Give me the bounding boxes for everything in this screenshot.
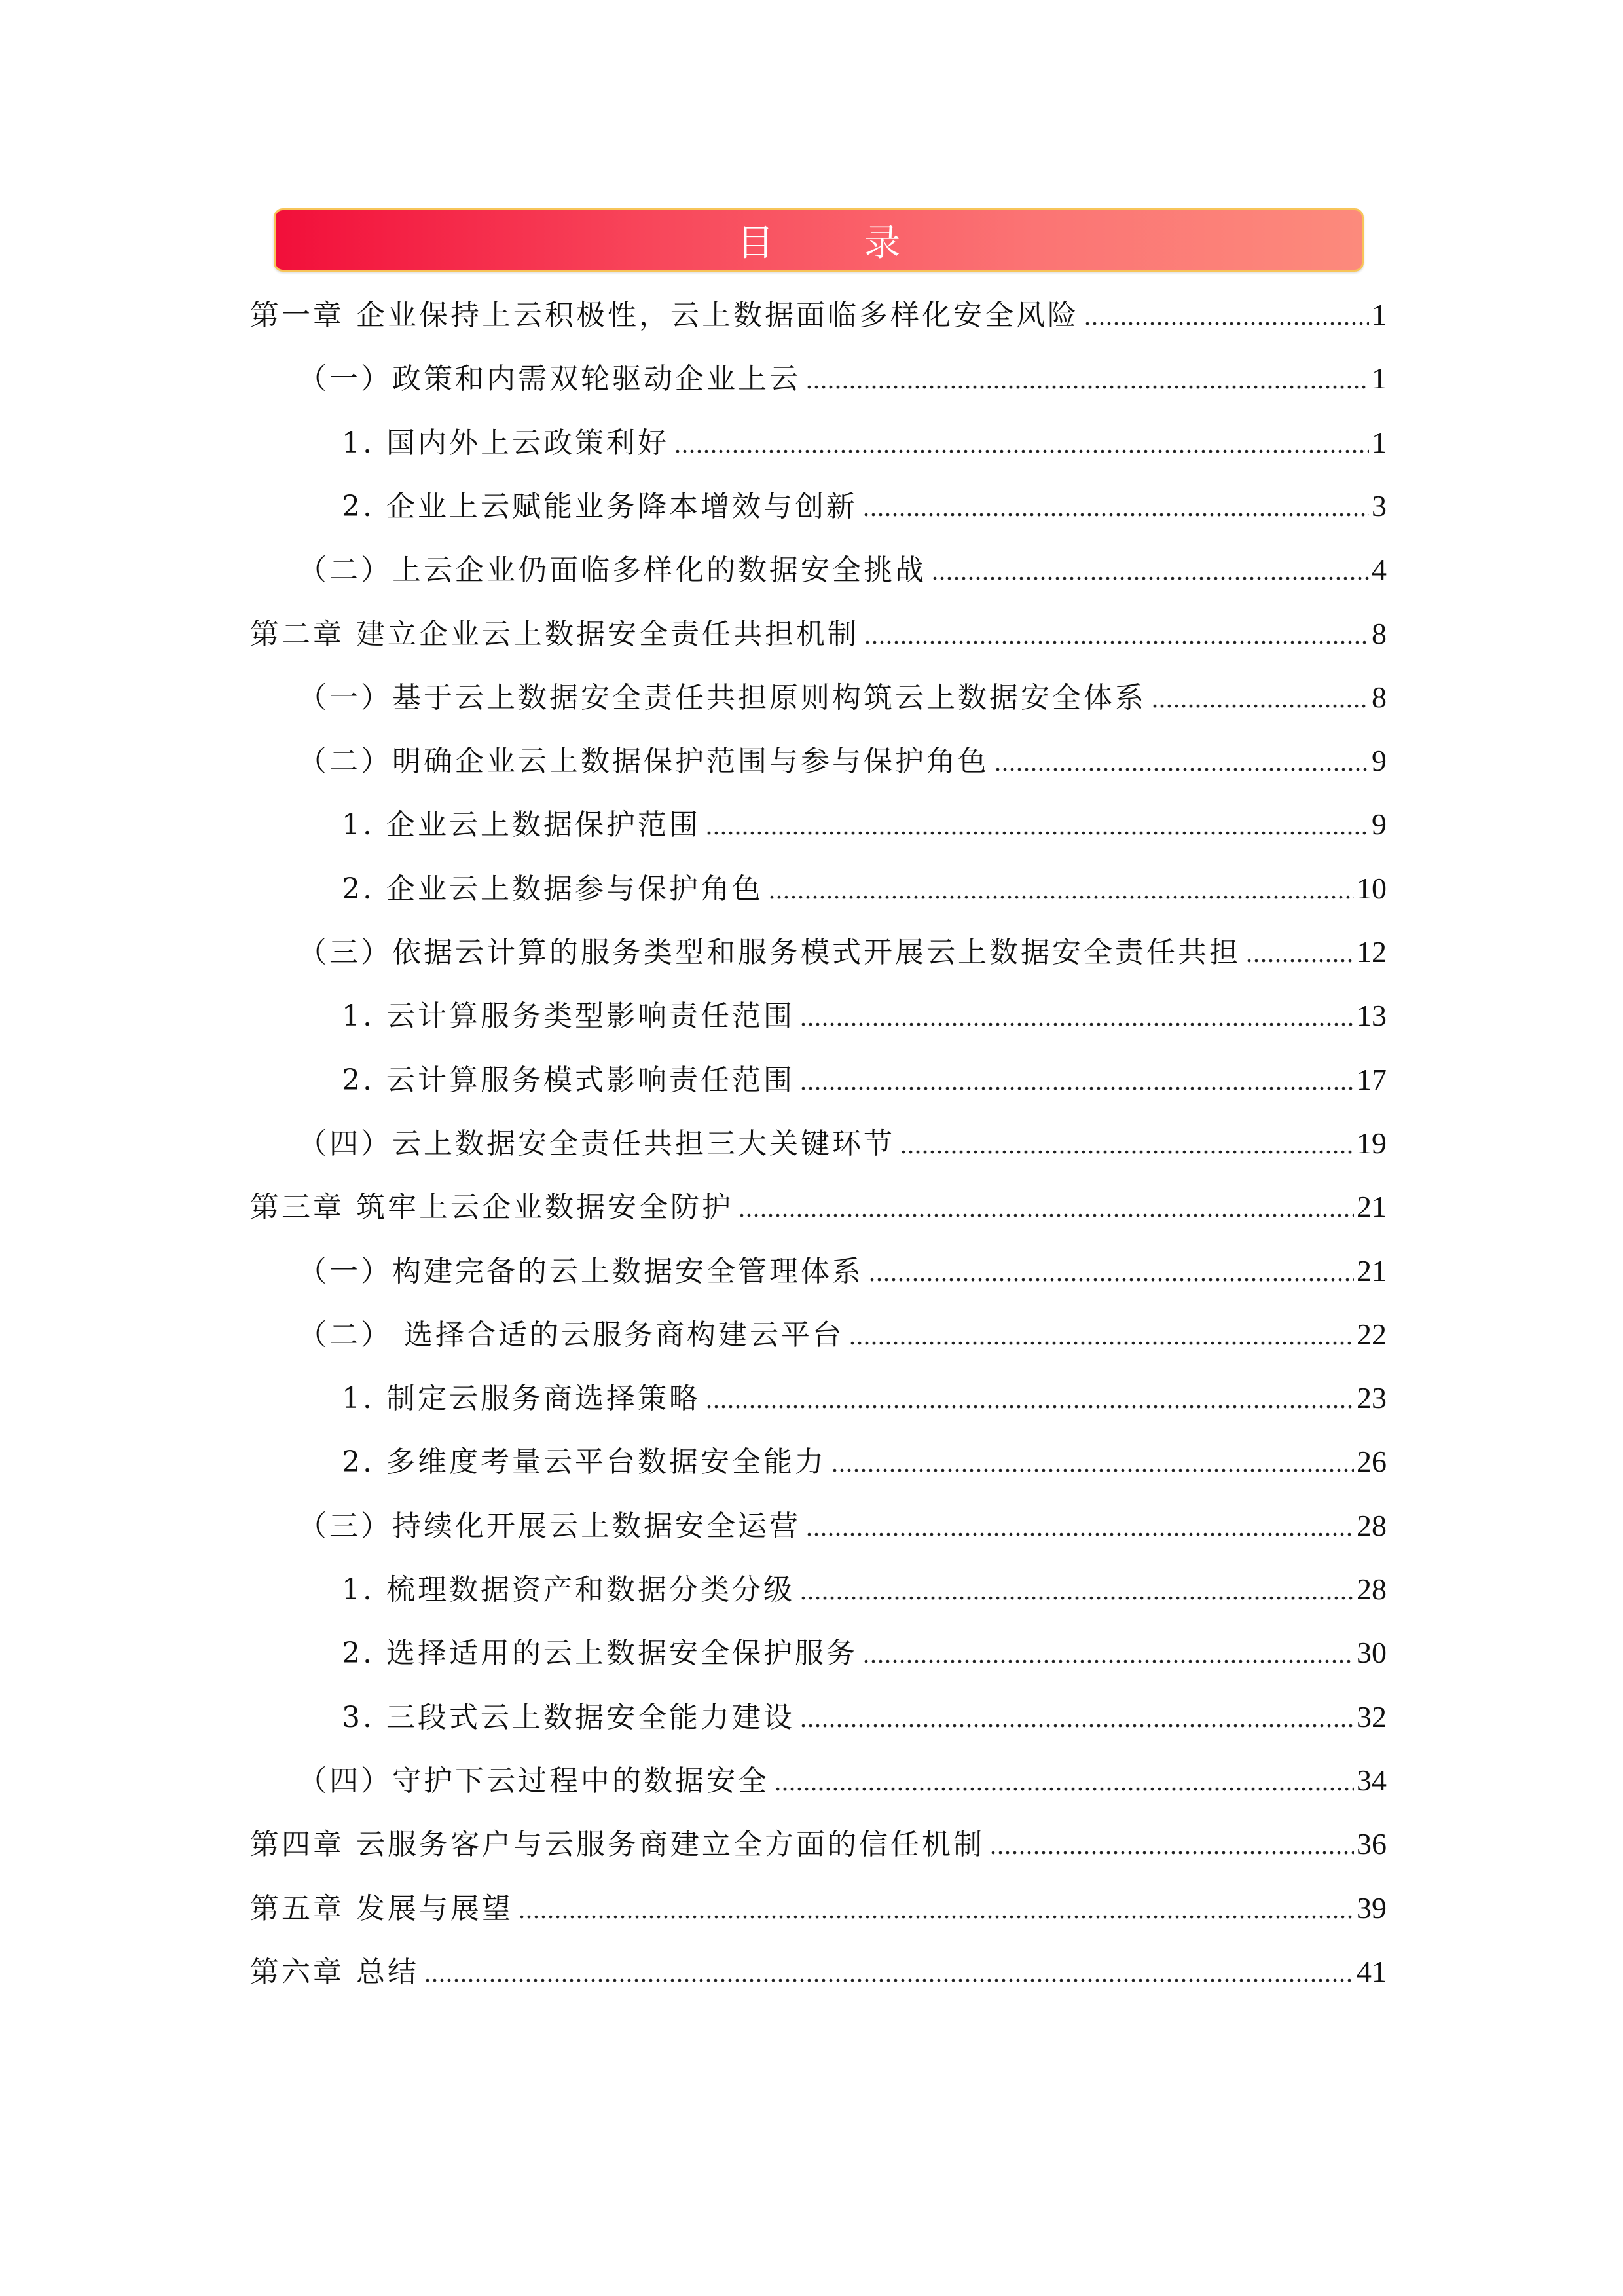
toc-entry-title: 第五章 发展与展望 — [250, 1891, 513, 1925]
toc-entry[interactable] — [250, 1183, 1387, 1225]
toc-entry-title: （二）明确企业云上数据保护范围与参与保护角色 — [298, 745, 989, 779]
toc-page-number: 4 — [1372, 553, 1387, 587]
toc-entry-title: 1. 梳理数据资产和数据分类分级 — [342, 1573, 795, 1606]
dot-leader — [424, 1957, 1354, 1988]
dot-leader — [849, 1320, 1354, 1351]
toc-entry[interactable] — [298, 674, 1387, 716]
toc-entry[interactable] — [342, 419, 1387, 461]
dot-leader — [674, 428, 1369, 459]
toc-entry-title: （一）基于云上数据安全责任共担原则构筑云上数据安全体系 — [298, 680, 1146, 714]
toc-entry-title: （四）守护下云过程中的数据安全 — [298, 1764, 769, 1798]
toc-page-number: 17 — [1357, 1062, 1387, 1096]
dot-leader — [775, 1766, 1354, 1797]
toc-entry-title: 2. 企业上云赋能业务降本增效与创新 — [342, 489, 858, 523]
toc-entry[interactable] — [342, 1056, 1387, 1098]
dot-leader — [806, 1511, 1354, 1542]
toc-entry-title: 第二章 建立企业云上数据安全责任共担机制 — [250, 617, 859, 651]
page-title: 目 录 — [737, 221, 940, 265]
toc-page-number: 8 — [1372, 616, 1387, 650]
toc-entry[interactable] — [298, 737, 1387, 779]
toc-page-number: 13 — [1357, 999, 1387, 1033]
toc-page-number: 1 — [1372, 298, 1387, 331]
toc-page-number: 19 — [1357, 1126, 1387, 1160]
dot-leader — [800, 1703, 1354, 1733]
toc-page-number: 8 — [1372, 680, 1387, 714]
toc-entry[interactable] — [342, 1629, 1387, 1671]
toc-page-number: 1 — [1372, 425, 1387, 459]
toc-entry-title: 1. 企业云上数据保护范围 — [342, 808, 701, 842]
dot-leader — [800, 1575, 1354, 1606]
toc-entry[interactable] — [298, 1248, 1387, 1289]
toc-entry-title: 第三章 筑牢上云企业数据安全防护 — [250, 1191, 733, 1225]
toc-entry[interactable] — [342, 483, 1387, 525]
toc-entry[interactable] — [298, 1120, 1387, 1162]
toc-entry[interactable] — [342, 865, 1387, 907]
toc-entry[interactable] — [298, 1502, 1387, 1544]
dot-leader — [900, 1129, 1354, 1160]
toc-entry[interactable] — [250, 1821, 1387, 1862]
dot-leader — [869, 1257, 1354, 1287]
toc-entry[interactable] — [250, 1948, 1387, 1990]
dot-leader — [1152, 683, 1369, 714]
toc-entry[interactable] — [342, 992, 1387, 1034]
toc-entry[interactable] — [298, 929, 1387, 971]
dot-leader — [831, 1447, 1354, 1478]
toc-entry[interactable] — [342, 1438, 1387, 1480]
toc-page-number: 39 — [1357, 1891, 1387, 1925]
dot-leader — [769, 874, 1354, 905]
toc-entry-title: 1. 国内外上云政策利好 — [342, 426, 669, 460]
dot-leader — [863, 1639, 1354, 1669]
toc-entry-title: （一）政策和内需双轮驱动企业上云 — [298, 362, 801, 396]
dot-leader — [932, 555, 1369, 586]
toc-page-number: 9 — [1372, 807, 1387, 842]
toc-entry-title: 1. 制定云服务商选择策略 — [342, 1382, 701, 1416]
toc-entry[interactable] — [342, 801, 1387, 843]
toc-entry[interactable] — [250, 291, 1387, 333]
toc-entry-title: 2. 多维度考量云平台数据安全能力 — [342, 1445, 826, 1479]
dot-leader — [990, 1830, 1354, 1861]
toc-entry-title: 2. 云计算服务模式影响责任范围 — [342, 1063, 795, 1097]
toc-page-number: 28 — [1357, 1508, 1387, 1542]
toc-page-number: 30 — [1357, 1636, 1387, 1670]
dot-leader — [800, 1065, 1354, 1096]
dot-leader — [739, 1193, 1354, 1223]
toc-page-number: 1 — [1372, 361, 1387, 396]
toc-entry[interactable] — [298, 1311, 1387, 1353]
toc-entry[interactable] — [342, 1694, 1387, 1735]
title-banner — [274, 208, 1364, 272]
toc-page-number: 10 — [1357, 871, 1387, 905]
toc-entry[interactable] — [342, 1566, 1387, 1608]
toc-page-number: 28 — [1357, 1572, 1387, 1606]
toc-entry[interactable] — [298, 546, 1387, 588]
toc-page-number: 26 — [1357, 1445, 1387, 1479]
toc-entry-title: 2. 企业云上数据参与保护角色 — [342, 872, 763, 906]
toc-page-number: 41 — [1357, 1954, 1387, 1988]
dot-leader — [519, 1894, 1354, 1925]
toc-page-number: 9 — [1372, 744, 1387, 778]
toc-page-number: 22 — [1357, 1317, 1387, 1351]
toc-entry-title: 第四章 云服务客户与云服务商建立全方面的信任机制 — [250, 1828, 985, 1862]
toc-entry[interactable] — [298, 1757, 1387, 1799]
toc-entry[interactable] — [342, 1375, 1387, 1416]
toc-page-number: 12 — [1357, 935, 1387, 969]
toc-page-number: 34 — [1357, 1763, 1387, 1797]
dot-leader — [1246, 938, 1354, 969]
toc-page-number: 23 — [1357, 1381, 1387, 1415]
toc-entry-title: （二） 选择合适的云服务商构建云平台 — [298, 1318, 844, 1352]
toc-page-number: 36 — [1357, 1827, 1387, 1861]
toc-entry-title: （三）持续化开展云上数据安全运营 — [298, 1509, 801, 1543]
toc-entry-title: 2. 选择适用的云上数据安全保护服务 — [342, 1637, 858, 1671]
dot-leader — [1084, 301, 1369, 331]
toc-entry-title: 1. 云计算服务类型影响责任范围 — [342, 999, 795, 1033]
toc-entry[interactable] — [250, 1885, 1387, 1927]
toc-page-number: 21 — [1357, 1190, 1387, 1224]
dot-leader — [706, 810, 1369, 841]
toc-entry-title: 第六章 总结 — [250, 1955, 419, 1989]
toc-page-number: 32 — [1357, 1699, 1387, 1733]
toc-entry-title: （四）云上数据安全责任共担三大关键环节 — [298, 1126, 895, 1160]
toc-entry-title: （三）依据云计算的服务类型和服务模式开展云上数据安全责任共担 — [298, 936, 1241, 969]
dot-leader — [806, 364, 1369, 395]
toc-entry-title: （一）构建完备的云上数据安全管理体系 — [298, 1254, 864, 1288]
toc-entry-title: （二）上云企业仍面临多样化的数据安全挑战 — [298, 553, 926, 587]
toc-entry-title: 第一章 企业保持上云积极性，云上数据面临多样化安全风险 — [250, 299, 1079, 332]
toc-entry-title: 3. 三段式云上数据安全能力建设 — [342, 1700, 795, 1734]
dot-leader — [863, 492, 1369, 523]
toc-page-number: 21 — [1357, 1253, 1387, 1287]
dot-leader — [800, 1001, 1354, 1032]
dot-leader — [864, 620, 1369, 650]
dot-leader — [706, 1384, 1354, 1415]
toc-entry[interactable] — [298, 355, 1387, 397]
toc-entry[interactable] — [250, 610, 1387, 652]
toc-page-number: 3 — [1372, 489, 1387, 523]
dot-leader — [994, 747, 1369, 777]
